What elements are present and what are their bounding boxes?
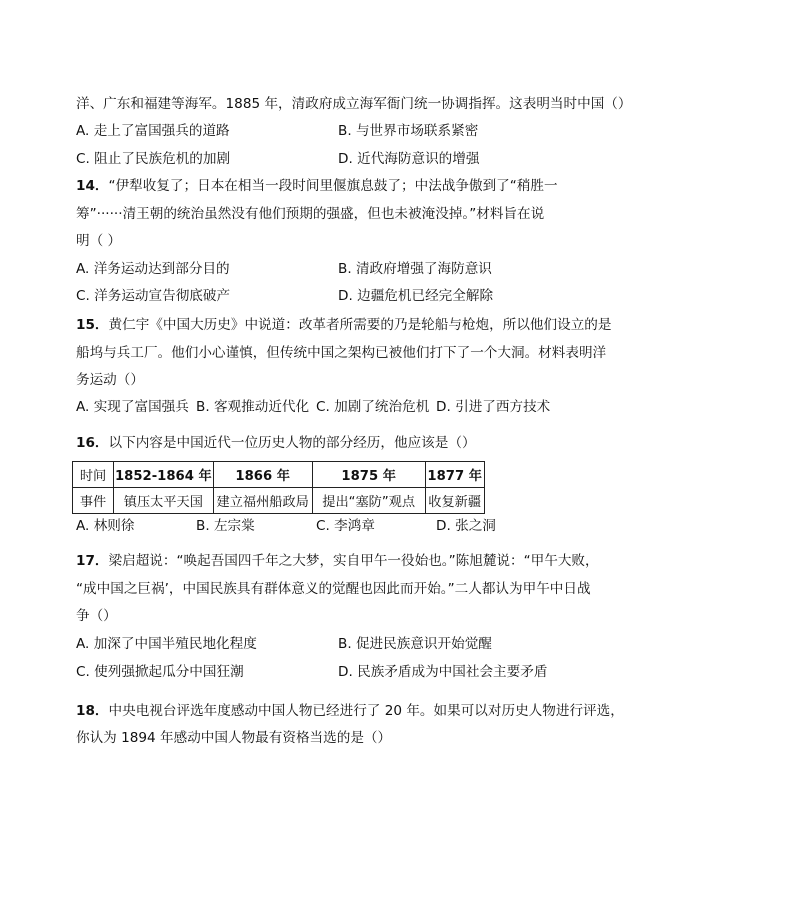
q16-table <box>72 461 485 514</box>
q16-option-d: D. 张之洞 <box>436 518 496 534</box>
q15-option-c: C. 加剧了统治危机 <box>316 399 430 415</box>
q15-stem-line1 <box>76 315 611 335</box>
q16-table-year: 1875 年 <box>312 462 425 488</box>
q16-option-b: B. 左宗棠 <box>196 518 255 534</box>
q14-option-c: C. 洋务运动宣告彻底破产 <box>76 288 231 304</box>
q16-table-year: 1866 年 <box>213 462 312 488</box>
q14-option-a: A. 洋务运动达到部分目的 <box>76 261 230 277</box>
q15-stem-line3: 务运动（） <box>76 372 144 388</box>
q14-stem-line1 <box>76 176 558 196</box>
q16-table-row-time <box>73 462 485 488</box>
q18-stem-line2: 你认为 1894 年感动中国人物最有资格当选的是（） <box>76 730 392 746</box>
q13-option-d: D. 近代海防意识的增强 <box>338 151 480 167</box>
q15-option-b: B. 客观推动近代化 <box>196 399 310 415</box>
q17-stem-line1 <box>76 551 599 571</box>
q16-number: 16． <box>76 435 109 451</box>
q13-option-c: C. 阻止了民族危机的加剧 <box>76 151 231 167</box>
q14-option-d: D. 边疆危机已经完全解除 <box>338 288 494 304</box>
q14-stem-text1: “伊犁收复了；日本在相当一段时间里偃旗息鼓了；中法战争傲到了“稍胜一 <box>108 178 558 194</box>
q16-table-year: 1852-1864 年 <box>114 462 214 488</box>
q17-option-d: D. 民族矛盾成为中国社会主要矛盾 <box>338 664 548 680</box>
q16-table-event: 收复新疆 <box>425 488 484 514</box>
q18-stem-line1 <box>76 701 624 721</box>
q14-stem-line2: 筹”······清王朝的统治虽然没有他们预期的强盛，但也未被淹没掉。”材料旨在说 <box>76 206 545 222</box>
q16-table-event: 建立福州船政局 <box>213 488 312 514</box>
q17-option-a: A. 加深了中国半殖民地化程度 <box>76 636 257 652</box>
q15-number: 15． <box>76 317 109 333</box>
q16-table-event: 镇压太平天国 <box>114 488 214 514</box>
q15-option-d: D. 引进了西方技术 <box>436 399 551 415</box>
q13-stem: 洋、广东和福建等海军。1885 年，清政府成立海军衙门统一协调指挥。这表明当时中国（） <box>76 96 632 112</box>
q15-stem-text1: 黄仁宇《中国大历史》中说道：改革者所需要的乃是轮船与枪炮，所以他们设立的是 <box>108 317 612 333</box>
q17-option-c: C. 使列强掀起瓜分中国狂潮 <box>76 664 244 680</box>
q15-stem-line2: 船坞与兵工厂。他们小心谨慎，但传统中国之架构已被他们打下了一个大洞。材料表明洋 <box>76 345 607 361</box>
q17-stem-text1: 梁启超说：“唤起吾国四千年之大梦，实自甲午一役始也。”陈旭麓说：“甲午大败， <box>108 553 599 569</box>
q16-table-label-event: 事件 <box>73 488 114 514</box>
q18-number: 18． <box>76 703 109 719</box>
q17-option-b: B. 促进民族意识开始觉醒 <box>338 636 492 652</box>
q17-stem-line3: 争（） <box>76 608 117 624</box>
q14-option-b: B. 清政府增强了海防意识 <box>338 261 492 277</box>
q16-option-a: A. 林则徐 <box>76 518 135 534</box>
q13-option-b: B. 与世界市场联系紧密 <box>338 123 479 139</box>
q17-stem-line2: “成中国之巨祸’，中国民族具有群体意义的觉醒也因此而开始。”二人都认为甲午中日战 <box>76 581 591 597</box>
q16-table-row-event <box>73 488 485 514</box>
q14-stem-line3: 明（ ） <box>76 233 122 249</box>
q16-table-event: 提出“塞防”观点 <box>312 488 425 514</box>
q16-stem-text: 以下内容是中国近代一位历史人物的部分经历，他应该是（） <box>108 435 476 451</box>
q15-option-a: A. 实现了富国强兵 <box>76 399 189 415</box>
q14-number: 14． <box>76 178 109 194</box>
q17-number: 17． <box>76 553 109 569</box>
q16-option-c: C. 李鸿章 <box>316 518 375 534</box>
q16-stem <box>76 433 476 453</box>
q16-table-year: 1877 年 <box>425 462 484 488</box>
q18-stem-text1: 中央电视台评选年度感动中国人物已经进行了 20 年。如果可以对历史人物进行评选， <box>108 703 624 719</box>
q16-table-label-time: 时间 <box>73 462 114 488</box>
q13-option-a: A. 走上了富国强兵的道路 <box>76 123 230 139</box>
